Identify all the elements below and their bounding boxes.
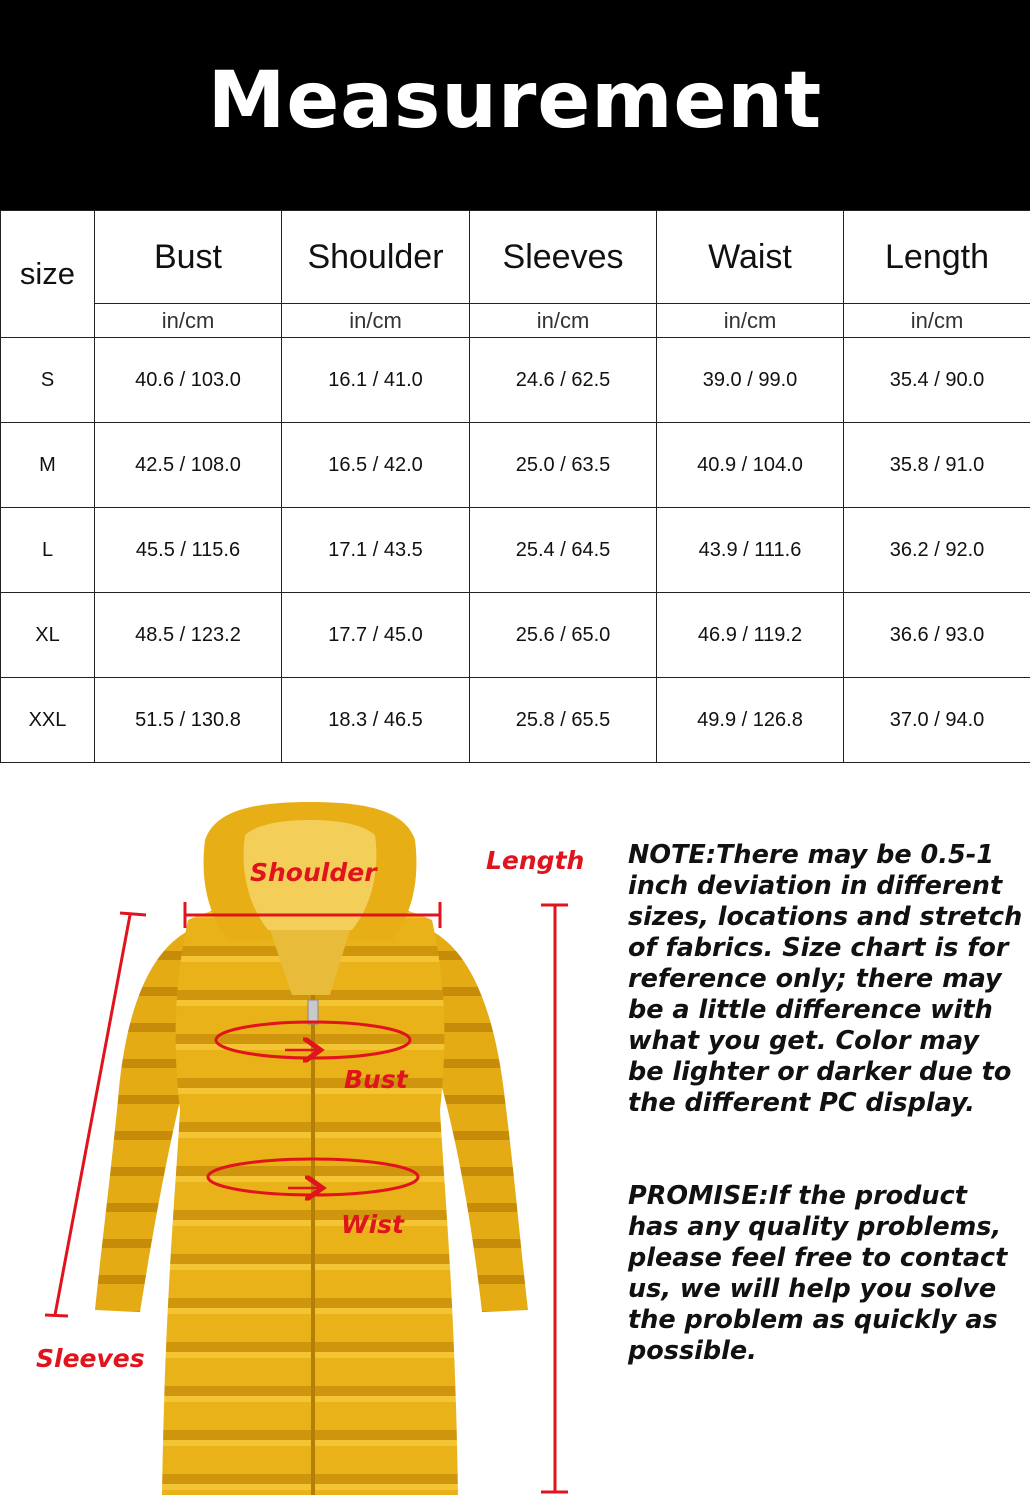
table-cell: 35.4 / 90.0 [844, 338, 1030, 423]
unit-label: in/cm [657, 304, 844, 338]
table-cell: 25.8 / 65.5 [470, 678, 657, 763]
table-row [1, 593, 1030, 678]
size-cell: XXL [1, 678, 95, 763]
table-cell: 36.6 / 93.0 [844, 593, 1030, 678]
table-cell: 18.3 / 46.5 [282, 678, 470, 763]
table-cell: 48.5 / 123.2 [95, 593, 282, 678]
table-row [1, 508, 1030, 593]
table-cell: 51.5 / 130.8 [95, 678, 282, 763]
table-cell: 36.2 / 92.0 [844, 508, 1030, 593]
header-banner [0, 0, 1030, 210]
sleeves-label: Sleeves [36, 1344, 145, 1373]
table-cell: 16.1 / 41.0 [282, 338, 470, 423]
table-cell: 49.9 / 126.8 [657, 678, 844, 763]
table-cell: 25.6 / 65.0 [470, 593, 657, 678]
promise-text: PROMISE:If the product has any quality problems, please feel free to contact us, we will help you solve the problem as quickly as possible. [628, 1181, 1008, 1366]
size-cell: XL [1, 593, 95, 678]
waist-label: Wist [341, 1210, 404, 1239]
unit-label: in/cm [282, 304, 470, 338]
size-cell: M [1, 423, 95, 508]
header-row [1, 211, 1030, 304]
coat-measurement-figure [0, 780, 600, 1500]
unit-row [1, 304, 1030, 338]
table-cell: 17.1 / 43.5 [282, 508, 470, 593]
length-label: Length [486, 846, 585, 875]
note-text: NOTE:There may be 0.5-1 inch deviation in different sizes, locations and stretch of fabrics. Size chart is for reference only; there may be a little difference with what you get. Color may be lighter or darker due to the different PC display. [628, 840, 1023, 1118]
table-cell: 43.9 / 111.6 [657, 508, 844, 593]
table-cell: 16.5 / 42.0 [282, 423, 470, 508]
table-row [1, 338, 1030, 423]
table-cell: 25.4 / 64.5 [470, 508, 657, 593]
column-header-length: Length [844, 211, 1030, 304]
size-column-header: size [1, 211, 95, 338]
unit-label: in/cm [844, 304, 1030, 338]
size-chart-table [0, 210, 1030, 763]
table-cell: 39.0 / 99.0 [657, 338, 844, 423]
table-cell: 40.9 / 104.0 [657, 423, 844, 508]
column-header-shoulder: Shoulder [282, 211, 470, 304]
size-cell: L [1, 508, 95, 593]
size-cell: S [1, 338, 95, 423]
table-row [1, 423, 1030, 508]
unit-label: in/cm [470, 304, 657, 338]
coat-illustration [0, 780, 600, 1500]
table-cell: 25.0 / 63.5 [470, 423, 657, 508]
table-cell: 37.0 / 94.0 [844, 678, 1030, 763]
table-row [1, 678, 1030, 763]
table-cell: 45.5 / 115.6 [95, 508, 282, 593]
bust-label: Bust [344, 1065, 408, 1094]
column-header-bust: Bust [95, 211, 282, 304]
notes-panel [628, 840, 1023, 1367]
table-cell: 17.7 / 45.0 [282, 593, 470, 678]
page-title: Measurement [207, 56, 823, 146]
shoulder-label: Shoulder [250, 858, 377, 887]
table-cell: 35.8 / 91.0 [844, 423, 1030, 508]
column-header-sleeves: Sleeves [470, 211, 657, 304]
unit-label: in/cm [95, 304, 282, 338]
table-cell: 40.6 / 103.0 [95, 338, 282, 423]
column-header-waist: Waist [657, 211, 844, 304]
table-cell: 24.6 / 62.5 [470, 338, 657, 423]
table-cell: 46.9 / 119.2 [657, 593, 844, 678]
table-cell: 42.5 / 108.0 [95, 423, 282, 508]
